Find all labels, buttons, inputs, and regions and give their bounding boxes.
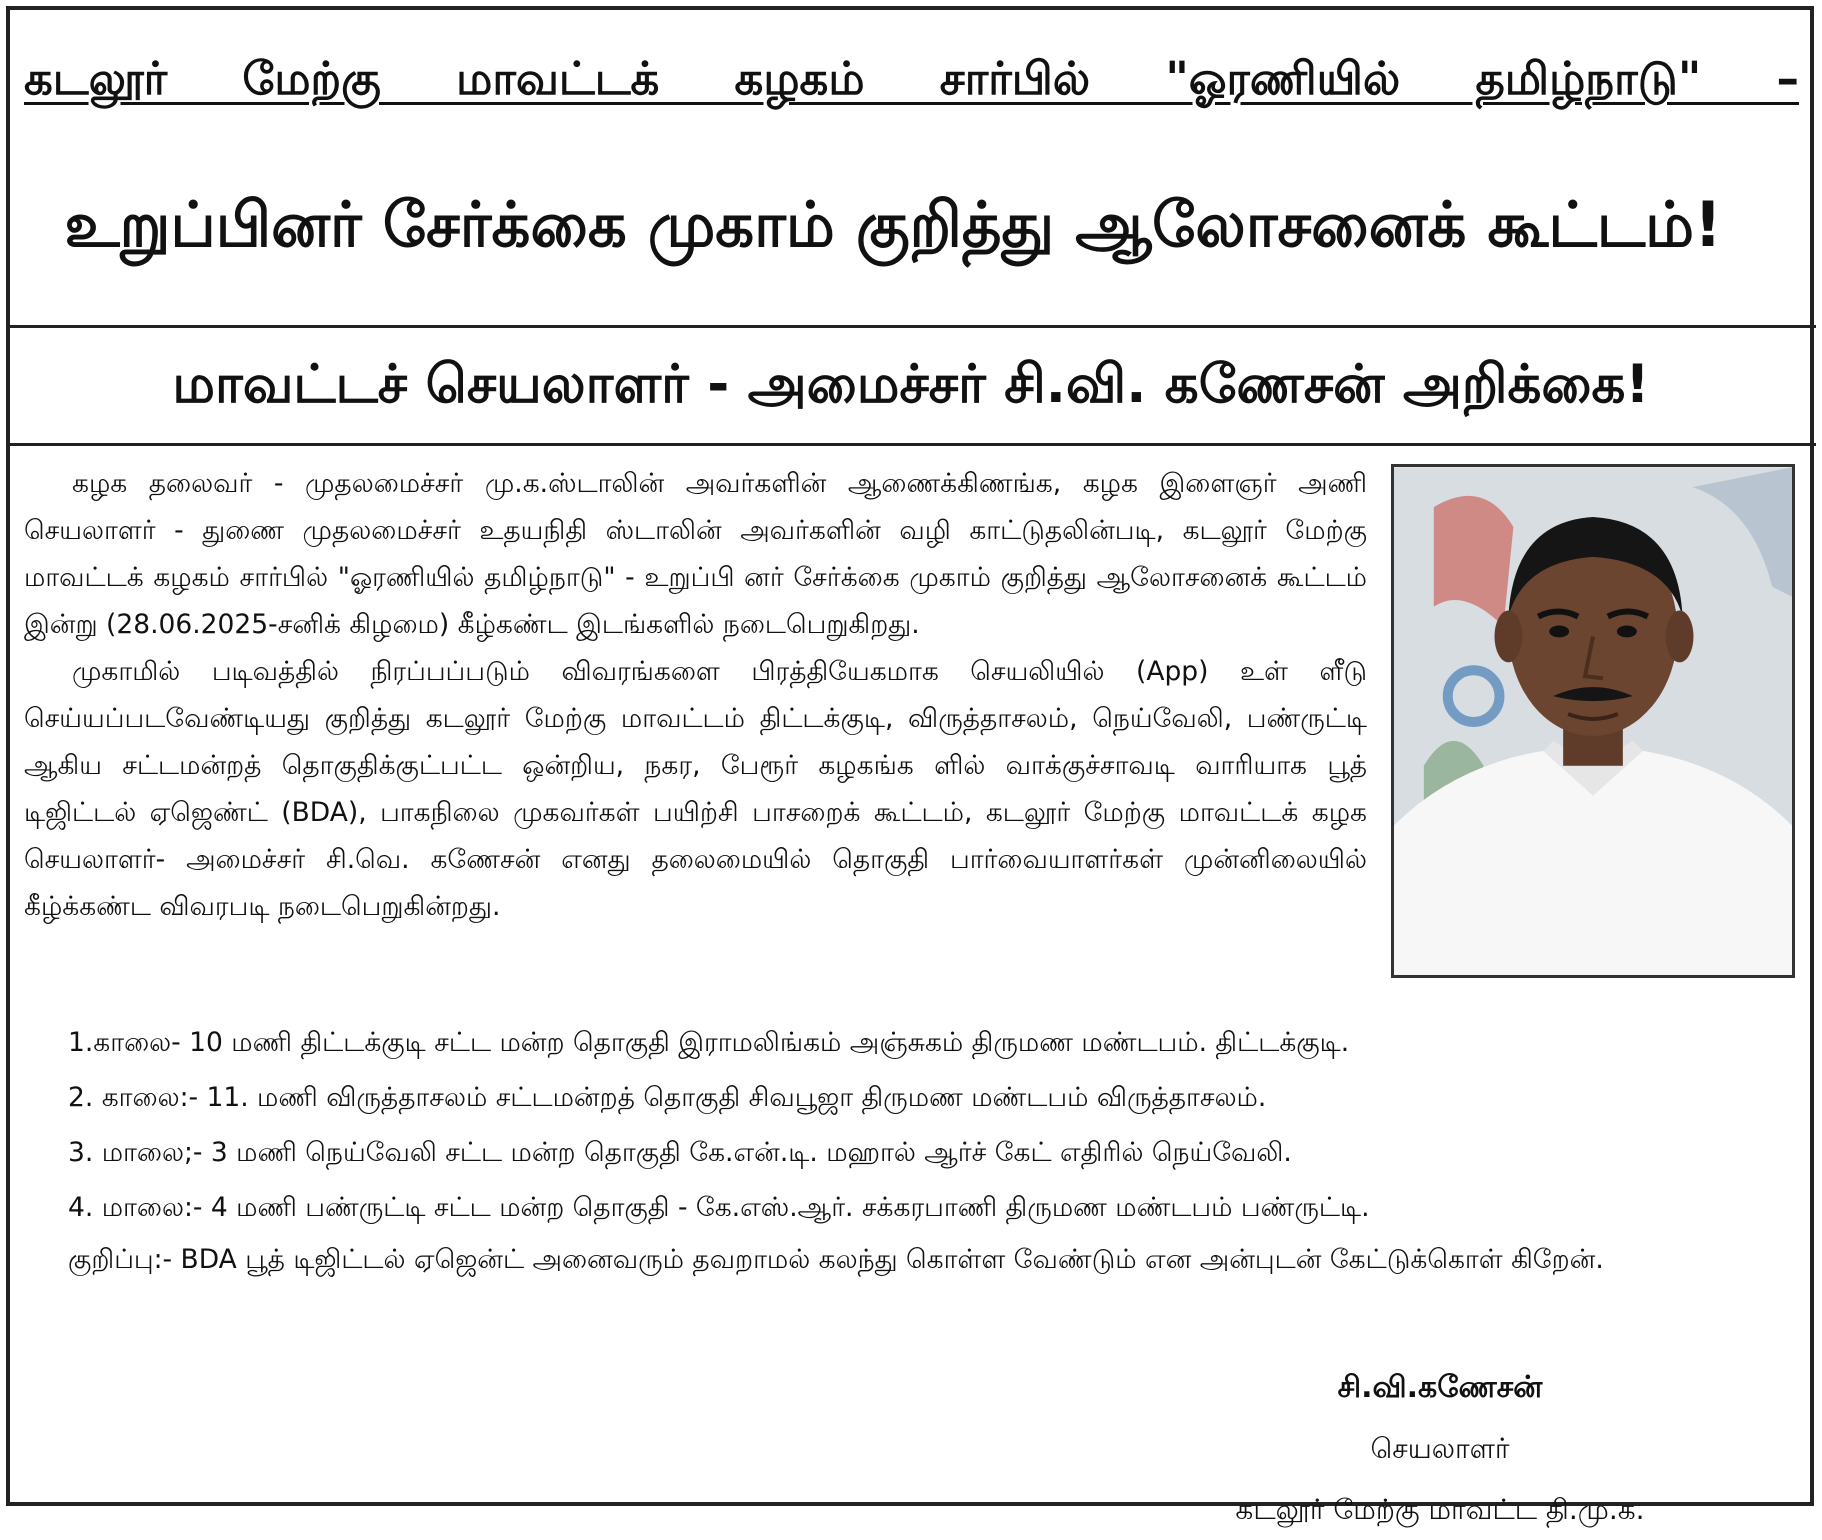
- paragraph-intro: கழக தலைவர் - முதலமைச்சர் மு.க.ஸ்டாலின் அவர்களின் ஆணைக்கிணங்க, கழக இளைஞர் அணி செயலாளர் - துணை முதலமைச்சர் உதயநிதி ஸ்டாலின் அவர்களின் வழி காட்டுதலின்படி, கடலூர் மேற்கு மாவட்டக் கழகம் சார்பில் "ஓரணியில் தமிழ்நாடு" - உறுப்பி னர் சேர்க்கை முகாம் குறித்து ஆலோசனைக் கூட்டம் இன்று (28.06.2025-சனிக் கிழமை) கீழ்கண்ட இடங்களில் நடைபெறுகிறது.: [24, 468, 1367, 640]
- schedule-item-3: 3. மாலை;- 3 மணி நெய்வேலி சட்ட மன்ற தொகுதி கே.என்.டி. மஹால் ஆர்ச் கேட் எதிரில் நெய்வேலி.: [68, 1137, 1292, 1168]
- signature-title: செயலாளர்: [1370, 1432, 1510, 1465]
- headline-line-1: கடலூர் மேற்கு மாவட்டக் கழகம் சார்பில் "ஓரணியில் தமிழ்நாடு" –: [24, 52, 1799, 105]
- schedule-list: [24, 1015, 1800, 1285]
- portrait-illustration: [1394, 467, 1792, 975]
- schedule-item-1: 1.காலை- 10 மணி திட்டக்குடி சட்ட மன்ற தொகுதி இராமலிங்கம் அஞ்சுகம் திருமண மண்டபம். திட்டக்குடி.: [68, 1027, 1350, 1058]
- headline-line-2: உறுப்பினர் சேர்க்கை முகாம் குறித்து ஆலோசனைக் கூட்டம்!: [64, 188, 1722, 261]
- portrait-photo: [1391, 464, 1795, 978]
- signature-org: கடலூர் மேற்கு மாவட்ட தி.மு.க.: [1235, 1493, 1645, 1526]
- schedule-item-4: 4. மாலை:- 4 மணி பண்ருட்டி சட்ட மன்ற தொகுதி - கே.எஸ்.ஆர். சக்கரபாணி திருமண மண்டபம் பண்ருட்டி.: [68, 1192, 1370, 1223]
- headline-line-3: மாவட்டச் செயலாளர் - அமைச்சர் சி.வி. கணேசன் அறிக்கை!: [172, 354, 1650, 415]
- divider-bottom: [6, 443, 1816, 446]
- signature-name: சி.வி.கணேசன்: [1337, 1370, 1543, 1405]
- note-text: குறிப்பு:- BDA பூத் டிஜிட்டல் ஏஜென்ட் அனைவரும் தவறாமல் கலந்து கொள்ள வேண்டும் என அன்புடன் கேட்டுக்கொள் கிறேன்.: [68, 1244, 1604, 1275]
- divider-top: [6, 325, 1816, 328]
- schedule-item-2: 2. காலை:- 11. மணி விருத்தாசலம் சட்டமன்றத் தொகுதி சிவபூஜா திருமண மண்டபம் விருத்தாசலம்.: [68, 1082, 1267, 1113]
- paragraph-details: முகாமில் படிவத்தில் நிரப்பப்படும் விவரங்களை பிரத்தியேகமாக செயலியில் (App) உள் ளீடு செய்யப்படவேண்டியது குறித்து கடலூர் மேற்கு மாவட்டம் திட்டக்குடி, விருத்தாசலம், நெய்வேலி, பண்ருட்டி ஆகிய சட்டமன்றத் தொகுதிக்குட்பட்ட ஒன்றிய, நகர, பேரூர் கழகங்க ளில் வாக்குச்சாவடி வாரியாக பூத் டிஜிட்டல் ஏஜெண்ட் (BDA), பாகநிலை முகவர்கள் பயிற்சி பாசறைக் கூட்டம், கடலூர் மேற்கு மாவட்டக் கழக செயலாளர்- அமைச்சர் சி.வெ. கணேசன் எனது தலைமையில் தொகுதி பார்வையாளர்கள் முன்னிலையில் கீழ்க்கண்ட விவரபடி நடைபெறுகின்றது.: [24, 656, 1367, 922]
- body-text: [24, 460, 1367, 930]
- signature-block: [1230, 1358, 1650, 1540]
